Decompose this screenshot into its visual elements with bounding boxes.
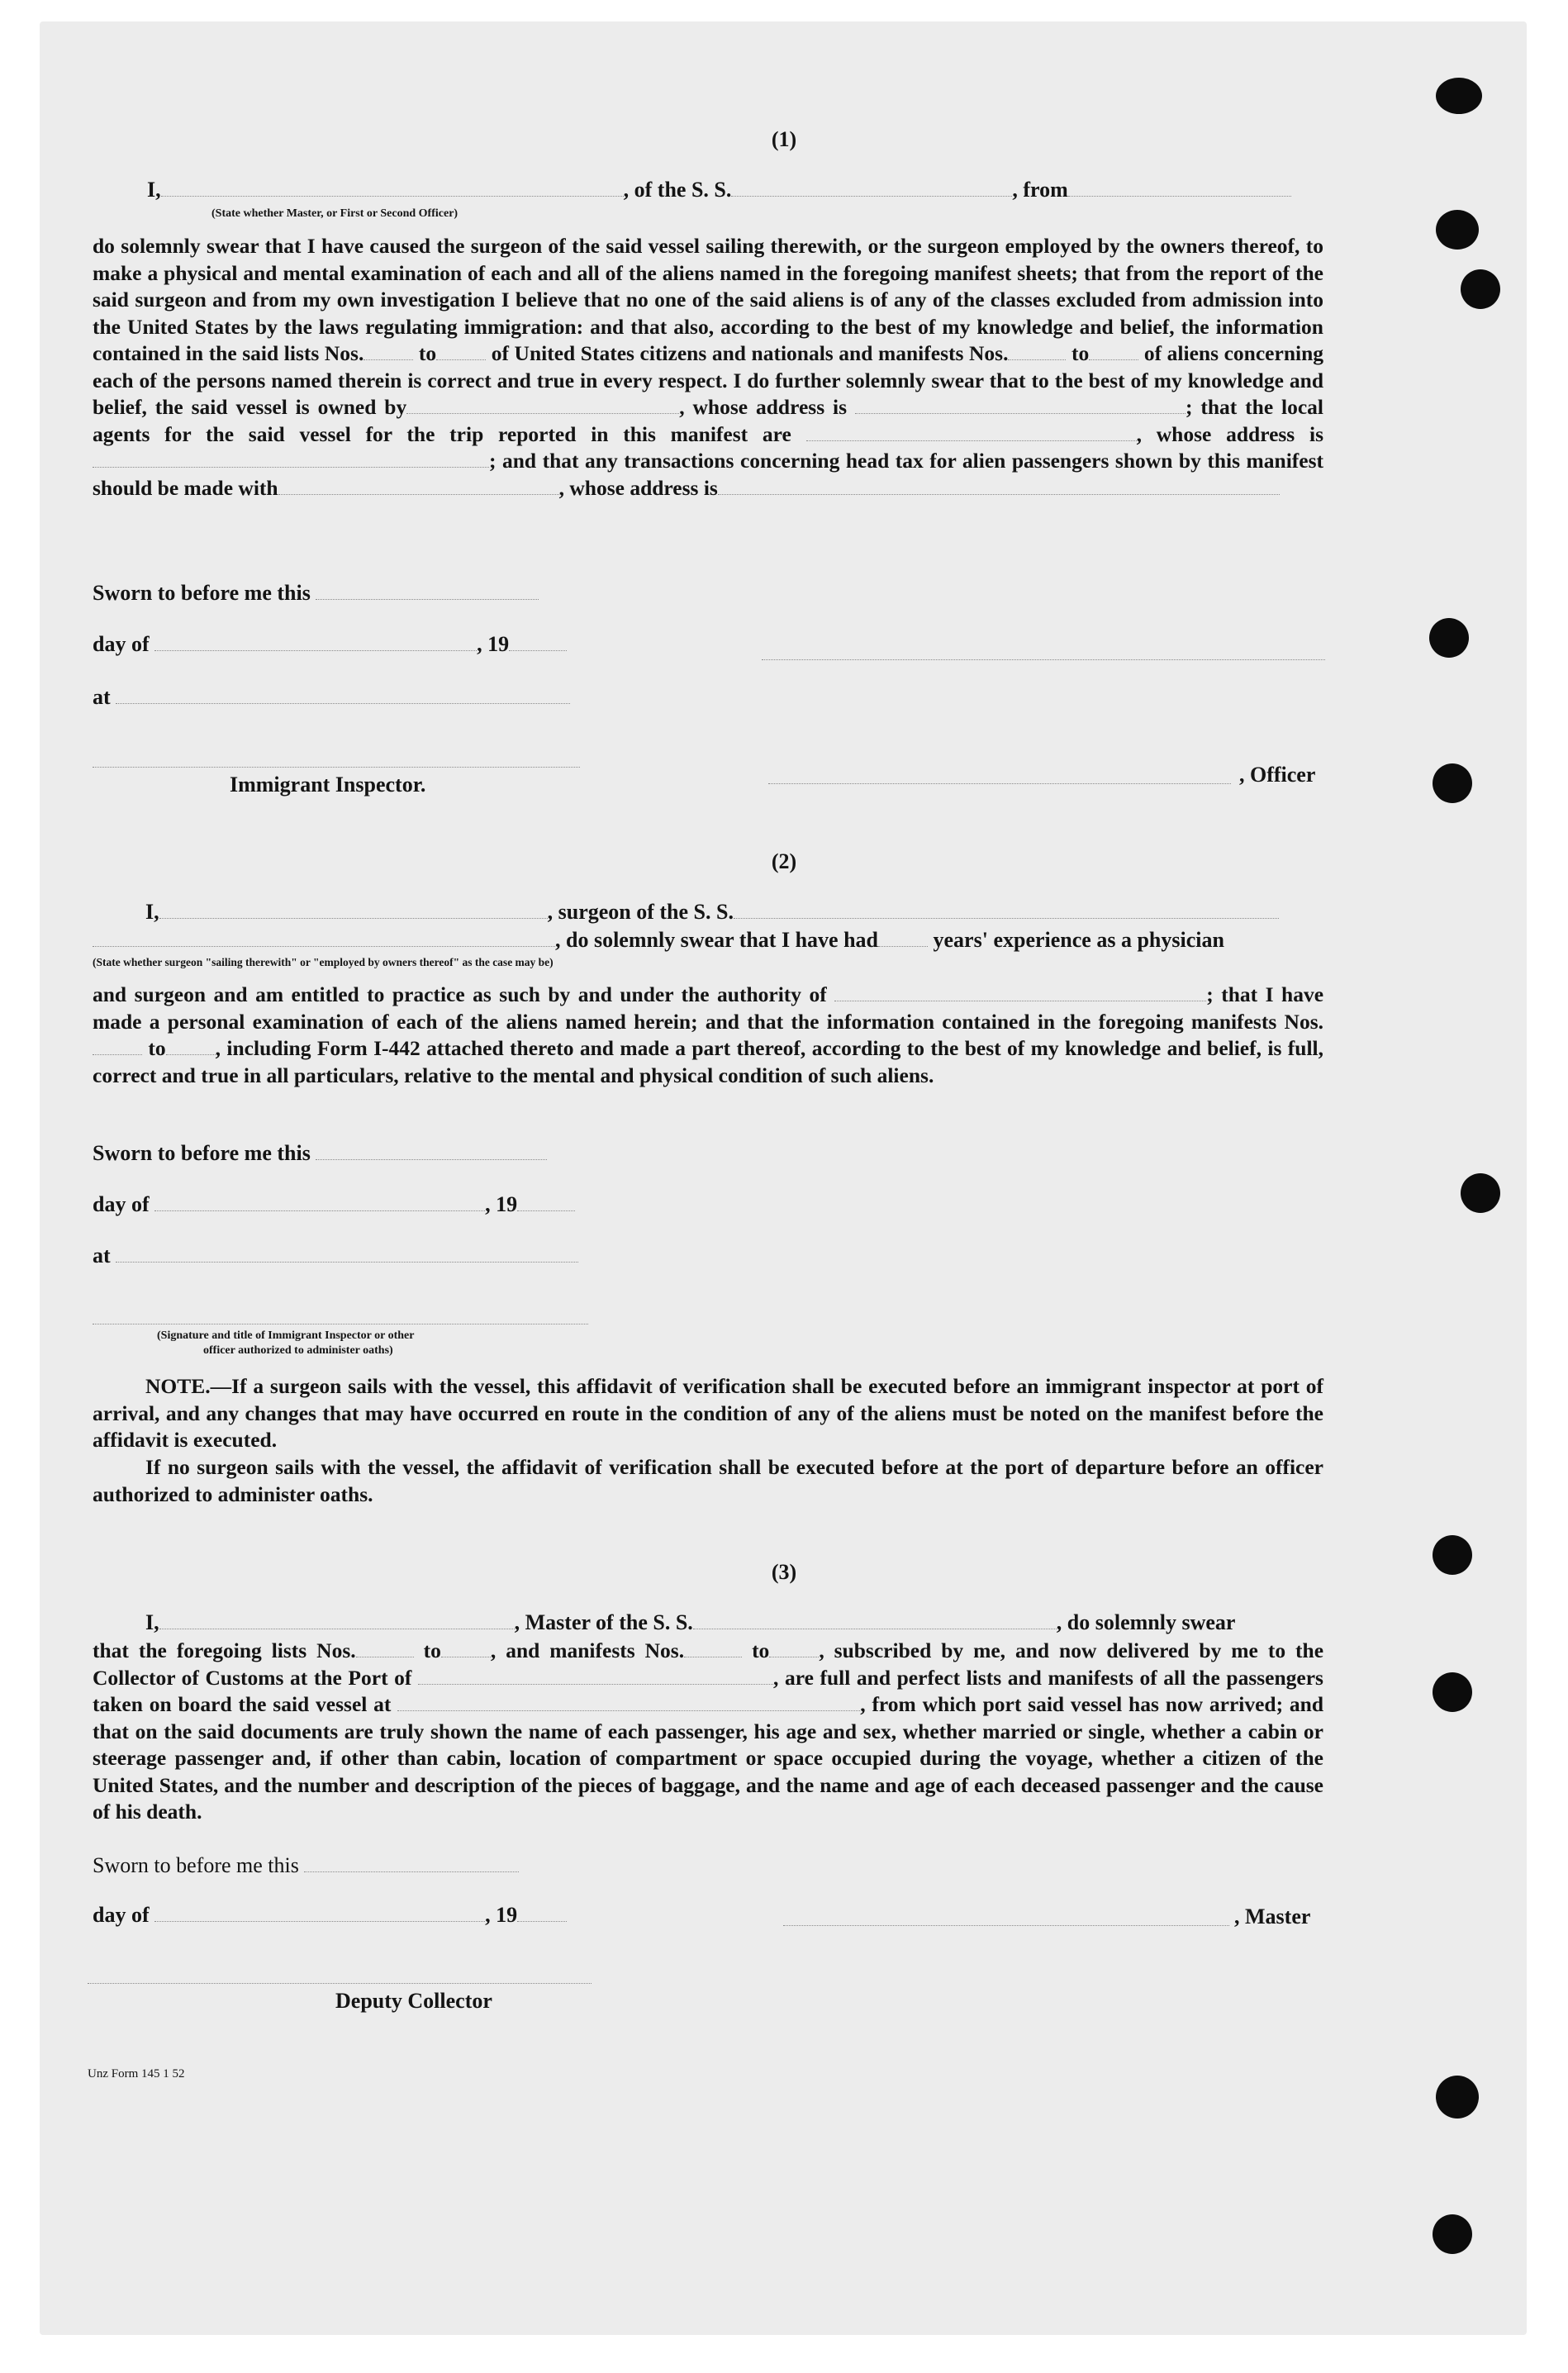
experience-line — [93, 927, 1224, 953]
text-years: years' experience as a physician — [933, 928, 1224, 952]
manifests-from-field[interactable] — [684, 1638, 742, 1657]
manifests-to-field[interactable] — [769, 1638, 819, 1657]
owner-field[interactable] — [406, 395, 679, 414]
lists-from-field[interactable] — [363, 341, 413, 360]
section-3-heading: (3) — [771, 1560, 797, 1584]
text-to: to — [752, 1638, 770, 1662]
punch-hole — [1436, 2076, 1479, 2119]
at-place-field[interactable] — [116, 1244, 578, 1263]
text-to: to — [1071, 341, 1090, 365]
surgeon-line — [145, 899, 1279, 925]
text-at: at — [93, 1244, 111, 1267]
at-place-field[interactable] — [116, 685, 570, 704]
section-3-text-f: manifests of all the passengers taken on board the said vessel at — [93, 1665, 1323, 1716]
section-2-text-a: and surgeon and am entitled to practice as such by and under the authority of — [93, 982, 827, 1006]
section-3-text-d: by me to the Collector of Customs at the Port of — [93, 1638, 1324, 1690]
port-of-collector-field[interactable] — [418, 1666, 773, 1685]
month-field[interactable] — [154, 1903, 485, 1922]
note-text-2: If no surgeon sails with the vessel, the affidavit of verification shall be executed before at the port of departure before an officer authorized to administer oaths. — [93, 1455, 1323, 1506]
master-label: , Master — [1234, 1905, 1311, 1928]
punch-hole — [1433, 1672, 1472, 1712]
section-3-paragraph — [93, 1638, 1323, 1826]
section-1-text-g: , whose address is — [679, 395, 848, 419]
head-tax-contact-field[interactable] — [278, 476, 559, 495]
surgeon-type-field[interactable] — [93, 928, 555, 947]
text-to: to — [418, 341, 437, 365]
section-1-text-j: ; and that any transactions — [489, 449, 734, 473]
punch-hole — [1436, 210, 1479, 250]
note-paragraph-2 — [93, 1454, 1323, 1508]
comma: , — [558, 475, 564, 500]
section-1-text-d: of aliens — [1143, 341, 1219, 365]
section-3-text-e: , are full and perfect lists and — [773, 1665, 1042, 1690]
years-field[interactable] — [878, 928, 928, 947]
punch-hole — [1433, 2214, 1472, 2254]
surgeon-note: (State whether surgeon "sailing therewith" or "employed by owners thereof" as the case may be) — [93, 956, 554, 968]
text-i: I, — [147, 178, 161, 202]
sworn-line-1 — [93, 580, 539, 606]
text-sworn: Sworn to before me this — [93, 1141, 311, 1165]
section-3-text-b: , and manifests Nos. — [490, 1638, 685, 1662]
authority-field[interactable] — [834, 982, 1206, 1001]
section-1-text-k: concerning head tax for alien passengers shown by this manifest should be made with — [93, 449, 1324, 500]
surgeon-name-field[interactable] — [159, 900, 548, 919]
immigrant-inspector-label: Immigrant Inspector. — [230, 773, 426, 797]
manifests-to-field[interactable] — [166, 1036, 216, 1055]
agents-field[interactable] — [806, 422, 1137, 441]
section-1-text-c: of United States citizens and nationals and manifests Nos. — [491, 341, 1009, 365]
note-text: NOTE.—If a surgeon sails with the vessel, this affidavit of verification shall be executed before an immigrant inspector at port of arrival, and any changes that may have occurred en route in the condition of any of the aliens must be noted on the manifest before the affidavit is executed. — [93, 1374, 1323, 1452]
punch-hole — [1461, 1173, 1500, 1213]
agents-address-field[interactable] — [93, 449, 489, 468]
section-1-heading: (1) — [771, 127, 797, 151]
lists-from-field[interactable] — [356, 1638, 414, 1657]
year-field[interactable] — [509, 632, 567, 651]
section-3-text-c: , subscribed by me, and now delivered — [819, 1638, 1190, 1662]
master-vessel-field[interactable] — [693, 1610, 1057, 1629]
officer-title-line[interactable] — [768, 782, 1231, 784]
punch-hole — [1436, 78, 1482, 114]
text-surgeon-of: , surgeon of the S. S. — [547, 900, 734, 924]
section-1-text-b: in the said lists Nos. — [185, 341, 364, 365]
vessel-name-field[interactable] — [731, 178, 1012, 197]
sworn-line-2 — [93, 1140, 547, 1167]
owner-address-field[interactable] — [855, 395, 1186, 414]
lists-to-field[interactable] — [441, 1638, 491, 1657]
master-line — [145, 1610, 1235, 1636]
day-line-1 — [93, 631, 567, 658]
text-year: , 19 — [485, 1903, 518, 1927]
text-to: to — [423, 1638, 441, 1662]
section-1-text-a: do solemnly swear that I have caused the surgeon of the said vessel sailing therewith, or the surgeon employed by the owners thereof, to make a physical and mental examination of each and all of the aliens named in the foregoing manifest sheets; that from the report of the said surgeon and from my own investigation I believe that no one of the said aliens is of any of the classes excluded from admission into the United States by the laws regulating immigration: and that also, according to the best of my knowledge and belief, the information contained — [93, 234, 1323, 365]
section-2-paragraph — [93, 982, 1323, 1089]
inspector-signature-line[interactable] — [93, 765, 580, 768]
section-3-text-g: , from — [860, 1692, 916, 1716]
punch-hole — [1433, 763, 1472, 803]
day-line-2 — [93, 1191, 575, 1218]
note-paragraph — [93, 1373, 1323, 1454]
text-day-of: day of — [93, 1192, 150, 1216]
month-field[interactable] — [154, 632, 477, 651]
section-1-text-e: concerning each of the persons named therein is correct and true in every respect. I do further solemnly swear that — [93, 341, 1324, 392]
sworn-day-field[interactable] — [316, 581, 539, 600]
section-1-text-f: to the best of my knowledge and belief, the said vessel is owned by — [93, 368, 1324, 419]
section-2-text-c: in the foregoing manifests Nos. — [1037, 1009, 1324, 1034]
text-day-of: day of — [93, 1903, 150, 1927]
master-name-field[interactable] — [159, 1610, 515, 1629]
text-i: I, — [145, 1610, 159, 1634]
section-2-text-e: according to the best of my knowledge and belief, is full, correct and true in all particulars, relative to the mental and physical condition of such aliens. — [93, 1036, 1323, 1087]
sworn-day-field[interactable] — [304, 1853, 519, 1872]
section-1-text-h: ; that the local agents for the said vessel for the trip reported in this manifest are — [93, 395, 1324, 446]
section-3-text-a: that the foregoing lists Nos. — [93, 1638, 356, 1662]
boarding-port-field[interactable] — [397, 1692, 860, 1711]
surgeon-vessel-field[interactable] — [734, 900, 1279, 919]
year-field[interactable] — [517, 1192, 575, 1211]
text-from: , from — [1012, 178, 1068, 202]
section-2-text-b: that I have made a personal examination of each of the aliens named herein; and that the information contained — [93, 982, 1324, 1034]
punch-hole — [1429, 618, 1469, 658]
signature-note-1: (Signature and title of Immigrant Inspector or other — [157, 1329, 415, 1342]
inspector-signature-line[interactable] — [93, 1322, 588, 1324]
text-swear: , do solemnly swear that I have had — [555, 928, 879, 952]
sworn-day-field[interactable] — [316, 1141, 547, 1160]
text-year: , 19 — [477, 632, 510, 656]
section-1-officer-line — [147, 177, 1291, 203]
at-line-2 — [93, 1243, 578, 1269]
day-line-3 — [93, 1902, 567, 1928]
text-sworn: Sworn to before me this — [93, 581, 311, 605]
deputy-collector-label: Deputy Collector — [335, 1989, 492, 2013]
officer-label: , Officer — [1239, 763, 1316, 787]
section-1-paragraph — [93, 233, 1323, 502]
signature-note-2: officer authorized to administer oaths) — [203, 1344, 393, 1357]
manifests-from-field[interactable] — [1008, 341, 1066, 360]
text-swear: , do solemnly swear — [1056, 1610, 1236, 1634]
from-port-field[interactable] — [1068, 178, 1291, 197]
text-sworn: Sworn to before me this — [93, 1853, 299, 1877]
form-number: Unz Form 145 1 52 — [88, 2067, 185, 2081]
year-field[interactable] — [517, 1903, 567, 1922]
section-1-text-l: whose address is — [569, 475, 718, 500]
text-i: I, — [145, 900, 159, 924]
month-field[interactable] — [154, 1192, 485, 1211]
section-3-text-h: which port said vessel has now arrived; and that on the said documents are truly shown the name of each passenger, his age and sex, whether married or single, whether a cabin or steerage passenger and, if other than cabin, location of compartment or space occupied during the voyage, whether a citizen of the United States, and the number and description of the pieces of baggage, and the name and age of each deceased passenger and the cause of his death. — [93, 1692, 1324, 1824]
at-line-1 — [93, 684, 570, 711]
deputy-signature-line[interactable] — [88, 1981, 592, 1984]
section-1-text-i: , whose address is — [1136, 421, 1324, 446]
text-master-of: , Master of the S. S. — [514, 1610, 693, 1634]
officer-name-field[interactable] — [161, 178, 624, 197]
lists-to-field[interactable] — [436, 341, 486, 360]
text-day-of: day of — [93, 632, 150, 656]
officer-note: (State whether Master, or First or Second Officer) — [211, 207, 459, 220]
semicolon: ; — [1206, 982, 1214, 1006]
text-of-ss: , of the S. S. — [623, 178, 732, 202]
text-year: , 19 — [485, 1192, 518, 1216]
section-2-heading: (2) — [771, 849, 797, 873]
master-signature-line[interactable] — [783, 1924, 1229, 1926]
sworn-line-3 — [93, 1852, 519, 1879]
punch-hole — [1461, 269, 1500, 309]
head-tax-address-field[interactable] — [718, 476, 1280, 495]
text-to: to — [148, 1036, 166, 1060]
text-at: at — [93, 685, 111, 709]
manifests-from-field[interactable] — [93, 1036, 142, 1055]
officer-signature-line[interactable] — [762, 658, 1325, 660]
section-2-text-d: , including Form I-442 attached thereto and made a part thereof, — [215, 1036, 806, 1060]
manifests-to-field[interactable] — [1089, 341, 1138, 360]
